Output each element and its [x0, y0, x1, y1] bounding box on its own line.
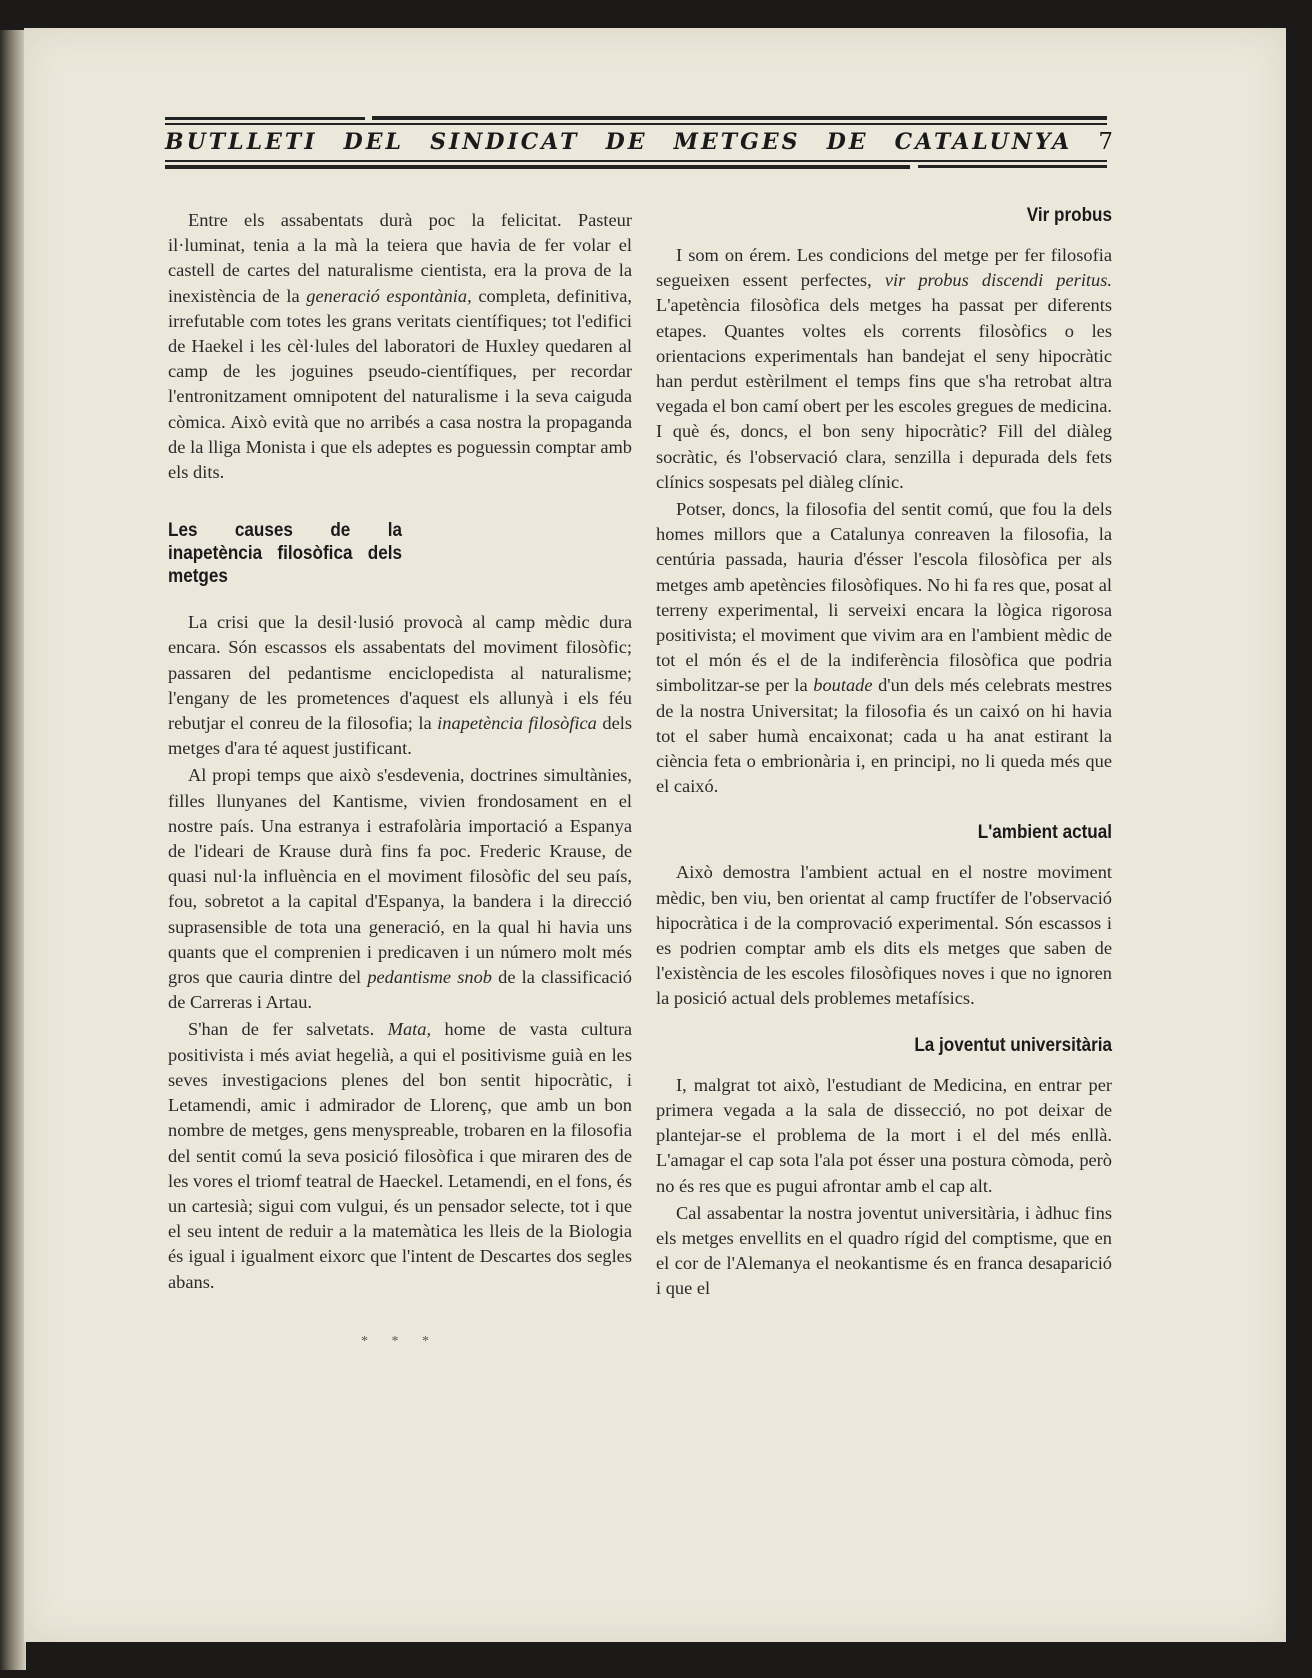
paragraph-text: completa, definitiva, irrefutable com totes les grans veritats científiques; tot l'edifici de Haekel i les cèl·lules del laboratori de Huxley quedaren al camp de les joguines pseudo-científiques, per recordar l'entronitzament omnipotent del naturalisme i la seva caiguda còmica. Això evità que no arribés a casa nostra la propaganda de la lliga Monista i que els adeptes es poguessin comptar amb els dits.: [168, 285, 632, 483]
header-word: CATALUNYA: [894, 129, 1073, 155]
paragraph: Cal assabentar la nostra joventut universitària, i àdhuc fins els metges envellits en el quadro rígid del comptisme, que en el cor de l'Alemanya el neokantisme és en franca desaparició i que el: [656, 1202, 1112, 1299]
paragraph-text: S'han de fer salvetats.: [188, 1019, 388, 1040]
paragraph-text: L'apetència filosòfica dels metges ha passat per diferents etapes. Quantes voltes els corrents filosòfics o les orientacions experimentals han bandejat el seny hipocràtic han perdut estèrilment el temps fins que s'ha retrobat altra vegada el bon camí obert per les escoles gregues de medicina. I què és, doncs, el bon seny hipocràtic? Fill del diàleg socràtic, és l'observació clara, senzilla i depurada dels fets clínics sospesats pel diàleg clínic.: [656, 295, 1113, 492]
header-rule-bottom-left: [165, 165, 910, 169]
paragraph-text: de la classificació de Carreras i Artau.: [168, 967, 633, 1013]
header-word: DE: [605, 129, 648, 155]
header-word: SINDICAT: [430, 129, 580, 155]
header-word: DEL: [343, 129, 404, 155]
section-separator: * * *: [361, 1333, 439, 1349]
paragraph: [168, 208, 632, 485]
paragraph: [168, 610, 632, 761]
section-heading: Les causes de la inapetència filosòfica dels metges: [168, 520, 402, 588]
paragraph-text: Al propi temps que això s'esdevenia, doctrines simultànies, filles llunyanes del Kantisme, vivien frondosament en el nostre país. Una estranya i estrafolària importació a Espanya de l'ideari de Krause durà fins fa poc. Frederic Krause, de quasi nul·la influència en el moviment filosòfic del seu país, fou, sobretot a la capital d'Espanya, la bandera i la direcció suprasensible de tota una generació, en la qual hi havia uns quants que el comprenien i predicaven i un número molt més gros que cauria dintre del: [168, 765, 632, 988]
paragraph: [656, 497, 1112, 799]
paragraph-text: dels metges d'ara té aquest justificant.: [168, 713, 632, 759]
right-column: [656, 204, 1112, 1302]
section-heading: La joventut universitària: [914, 1034, 1112, 1056]
section-heading: Vir probus: [1026, 205, 1112, 226]
left-column: [168, 208, 632, 1354]
paragraph: I, malgrat tot això, l'estudiant de Medicina, en entrar per primera vegada a la sala de dissecció, no pot deixar de plantejar-se el problema de la mort i el del més enllà. L'amagar el cap sota l'ala pot ésser una postura còmoda, però no és res que es pugui afrontar amb el cap alt.: [656, 1074, 1112, 1196]
paragraph: [168, 1017, 632, 1294]
page-left-edge: [0, 30, 26, 1670]
section-heading: L'ambient actual: [977, 822, 1112, 844]
header-rule-top-left: [165, 117, 365, 120]
italic-term: pedantisme snob: [367, 967, 492, 988]
paragraph: Això demostra l'ambient actual en el nostre moviment mèdic, ben viu, ben orientat al camp fructífer de l'observació hipocràtica i de la comprovació experimental. Són escassos i es podrien comptar amb els dits els metges que saben de l'existència de les escoles filosòfiques noves i que no ignoren la posició actual dels problemes metafísics.: [656, 862, 1112, 1009]
page-number: 7: [1098, 129, 1113, 155]
paragraph-text: Entre els assabentats durà poc la felicitat. Pasteur il·luminat, tenia a la mà la teiera que havia de fer volar el castell de cartes del naturalisme cientista, era la prova de la inexistència de la: [168, 210, 632, 306]
italic-term: boutade: [813, 675, 873, 696]
paragraph-text: La crisi que la desil·lusió provocà al camp mèdic dura encara. Són escassos els assabentats del moviment filosòfic; passaren del pedantisme enciclopedista al naturalisme; l'engany de les prometences d'aquest els allunyà i els féu rebutjar el conreu de la filosofia; la: [168, 612, 632, 734]
header-word: DE: [826, 129, 869, 155]
italic-term: generació espontània,: [306, 285, 472, 306]
header-word: METGES: [673, 129, 801, 155]
header-word: BUTLLETI: [165, 129, 318, 155]
paragraph: [168, 763, 632, 1015]
paragraph-text: I som on érem. Les condicions del metge per fer filosofia segueixen essent perfectes,: [656, 245, 1112, 291]
italic-term: Mata,: [387, 1019, 432, 1040]
header-rule-bottom-thin: [165, 160, 1107, 162]
header-rule-bottom-right: [918, 165, 1107, 168]
italic-term: vir probus discendi peritus.: [884, 270, 1112, 291]
italic-term: inapetència filosòfica: [437, 713, 597, 734]
running-header: [165, 124, 1113, 160]
paragraph-text: home de vasta cultura positivista i més aviat hegelià, a qui el positivisme guià en les seves investigacions plenes del bon sentit hipocràtic, i Letamendi, amic i admirador de Llorenç, que amb un bon nombre de metges, gens menyspreable, trobaren en la filosofia del sentit comú la seva posició filosòfica i que miraren des de les vores el triomf teatral de Haeckel. Letamendi, en el fons, és un cartesià; sigui com vulgui, és un pensador selecte, tot i que el seu intent de reduir a la matemàtica les lleis de la Biologia és igual i igualment eixorc que l'intent de Descartes dos segles abans.: [168, 1019, 632, 1292]
paragraph-text: Potser, doncs, la filosofia del sentit comú, que fou la dels homes millors que a Catalunya conreaven la filosofia, la centúria passada, hauria d'ésser l'escola filosòfica per als metges amb apetències filosòfiques. No hi fa res que, posat al terreny experimental, li serveixi encara la lògica rigorosa positivista; el moviment que vivim ara en l'ambient mèdic de tot el món és el de la indiferència filosòfica que podria simbolitzar-se per la: [656, 499, 1112, 696]
header-rule-top-right: [372, 116, 1107, 120]
paragraph: [656, 243, 1112, 495]
paragraph-text: d'un dels més celebrats mestres de la nostra Universitat; la filosofia és un caixó on hi havia tot el saber humà encaixonat; cada u ha anat estirant la ciència feta o embrionària i, en principi, no li queda més que el caixó.: [656, 675, 1112, 797]
